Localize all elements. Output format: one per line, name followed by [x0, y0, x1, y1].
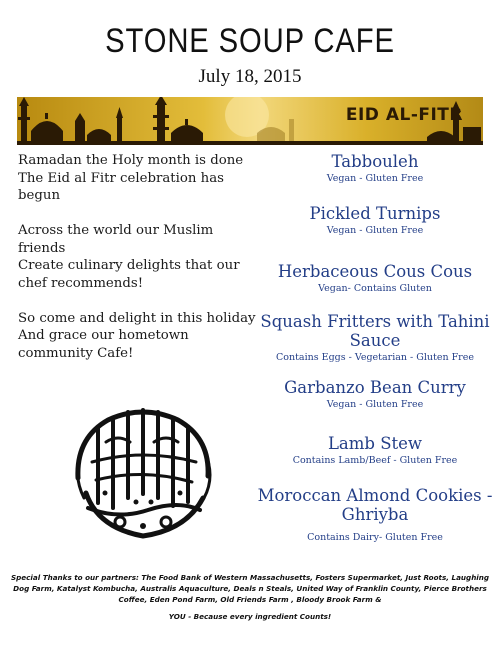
banner-title: EID AL-FITR [345, 105, 463, 125]
page-title: STONE SOUP CAFE [105, 22, 395, 60]
dish-name: Tabbouleh [331, 152, 419, 171]
intro-paragraph [18, 152, 268, 205]
menu-item-squash-fritters [255, 312, 495, 364]
poem-line: begun [18, 188, 61, 203]
intro-paragraph [18, 310, 268, 363]
menu-item-lamb-stew [255, 434, 495, 467]
poem-line: And grace our hometown [18, 328, 189, 343]
poem-line: community Cafe! [18, 345, 134, 361]
intro-paragraph [18, 222, 268, 292]
dish-dietary-note: Vegan - Gluten Free [326, 173, 424, 184]
dish-dietary-note: Contains Lamb/Beef - Gluten Free [292, 455, 458, 466]
poem-line: Create culinary delights that our [18, 258, 240, 273]
dish-name: Pickled Turnips [309, 204, 441, 223]
dish-dietary-note: Contains Dairy- Gluten Free [307, 532, 443, 543]
poem-line: Ramadan the Holy month is done [18, 153, 244, 168]
dish-dietary-note: Vegan - Gluten Free [326, 399, 424, 410]
event-date: July 18, 2015 [198, 66, 302, 87]
partners-thanks: Special Thanks to our partners: The Food Bank of Western Massachusetts, Fosters Supermarket, Just Roots, Laughing Dog Farm, Katalyst Kombucha, Australis Aquaculture, Deals n Steals, United Way of Franklin County, Pierce Brothers Coffee, Eden Pond Farm, Old Friends Farm , Bloody Brook Farm & [10, 573, 490, 604]
menu-item-almond-cookies [255, 486, 495, 544]
dish-dietary-note: Vegan- Contains Gluten [318, 283, 432, 294]
dish-dietary-note: Contains Eggs - Vegetarian - Gluten Free [276, 352, 474, 363]
menu-item-pickled-turnips [255, 204, 495, 237]
dish-name: Garbanzo Bean Curry [284, 378, 466, 397]
poem-line: friends [18, 240, 66, 256]
eid-banner [17, 97, 483, 145]
dish-name: Moroccan Almond Cookies - Ghriyba [257, 486, 493, 524]
dish-name: Lamb Stew [327, 434, 423, 453]
dish-name: Squash Fritters with Tahini Sauce [260, 312, 490, 350]
poem-line: Across the world our Muslim [18, 223, 214, 238]
footer-credits [10, 572, 490, 622]
menu-item-garbanzo-curry [255, 378, 495, 411]
poem-line: chef recommends! [18, 275, 144, 291]
poem-line: So come and delight in this holiday [18, 310, 256, 326]
footer-tagline: YOU - Because every ingredient Counts! [168, 612, 332, 621]
poem-line: The Eid al Fitr celebration has [18, 170, 224, 186]
intro-poem [18, 152, 268, 380]
shahada-calligraphy-seal [58, 398, 228, 548]
dish-dietary-note: Vegan - Gluten Free [326, 225, 424, 236]
dish-name: Herbaceous Cous Cous [277, 262, 473, 281]
menu-item-tabbouleh [255, 152, 495, 185]
menu-item-cous-cous [255, 262, 495, 295]
